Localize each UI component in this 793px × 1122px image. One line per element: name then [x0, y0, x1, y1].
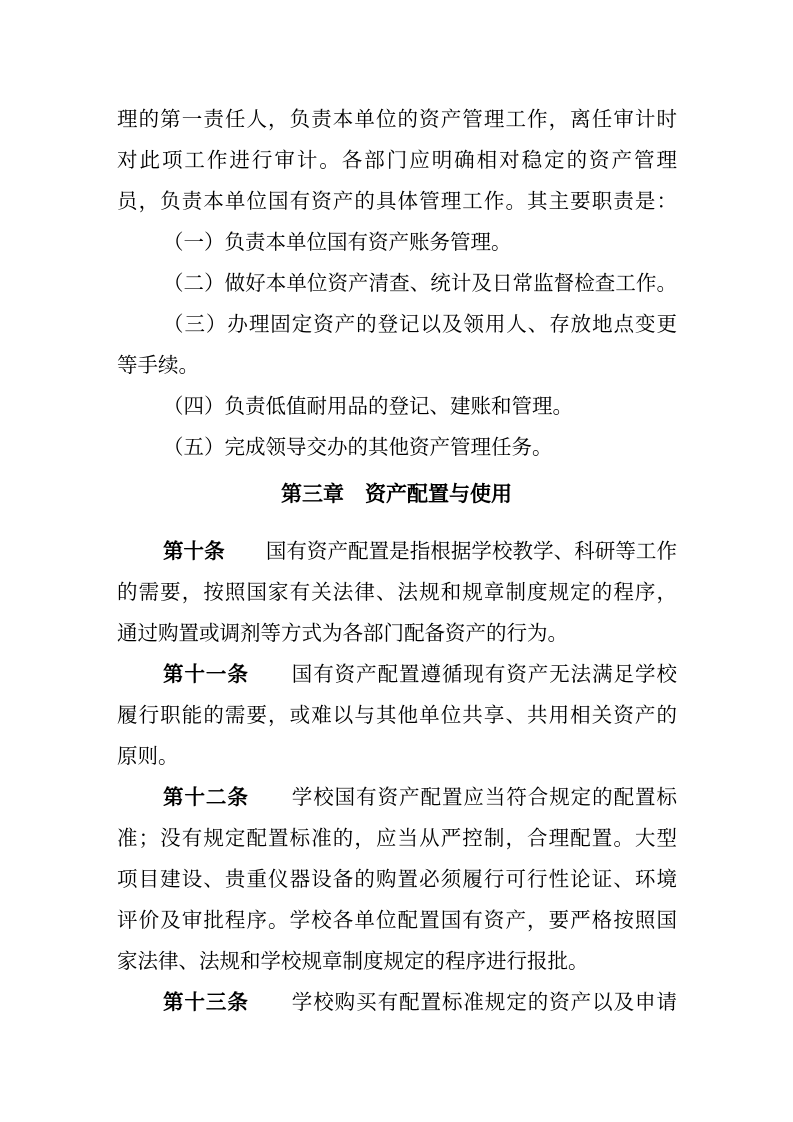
paragraph-line: 员，负责本单位国有资产的具体管理工作。其主要职责是： [117, 189, 677, 213]
article-text: 学校国有资产配置应当符合规定的配置标 [291, 785, 678, 809]
article-text: 国有资产配置遵循现有资产无法满足学校 [291, 662, 678, 686]
article-label: 第十三条 [163, 990, 249, 1014]
article-10-line: 的需要，按照国家有关法律、法规和规章制度规定的程序， [117, 580, 677, 604]
chapter-heading: 第三章 资产配置与使用 [281, 482, 512, 506]
article-12-line: 家法律、法规和学校规章制度规定的程序进行报批。 [117, 949, 589, 973]
paragraph-line: 理的第一责任人，负责本单位的资产管理工作，离任审计时 [117, 107, 677, 131]
article-label: 第十二条 [163, 785, 249, 809]
article-13-line [163, 988, 677, 1016]
article-label: 第十条 [163, 539, 225, 563]
article-label: 第十一条 [163, 662, 249, 686]
article-12-line [163, 783, 677, 811]
duty-item: （一）负责本单位国有资产账务管理。 [163, 230, 512, 254]
article-11-line: 原则。 [117, 744, 179, 768]
article-11-line: 履行职能的需要，或难以与其他单位共享、共用相关资产的 [117, 703, 677, 727]
article-12-line: 评价及审批程序。学校各单位配置国有资产，要严格按照国 [117, 908, 677, 932]
article-text: 学校购买有配置标准规定的资产以及申请 [291, 990, 678, 1014]
article-10-line: 通过购置或调剂等方式为各部门配备资产的行为。 [117, 621, 568, 645]
duty-item: （二）做好本单位资产清查、统计及日常监督检查工作。 [163, 271, 677, 295]
article-10-line [163, 537, 677, 565]
article-12-line: 准；没有规定配置标准的，应当从严控制，合理配置。大型 [117, 826, 677, 850]
duty-item: （三）办理固定资产的登记以及领用人、存放地点变更 [163, 312, 677, 336]
duty-item: （五）完成领导交办的其他资产管理任务。 [163, 435, 553, 459]
article-text: 国有资产配置是指根据学校教学、科研等工作 [265, 539, 677, 563]
article-11-line [163, 660, 677, 688]
duty-item: （四）负责低值耐用品的登记、建账和管理。 [163, 394, 573, 418]
paragraph-line: 对此项工作进行审计。各部门应明确相对稳定的资产管理 [117, 148, 677, 172]
duty-item-continuation: 等手续。 [117, 353, 199, 377]
article-12-line: 项目建设、贵重仪器设备的购置必须履行可行性论证、环境 [117, 867, 677, 891]
